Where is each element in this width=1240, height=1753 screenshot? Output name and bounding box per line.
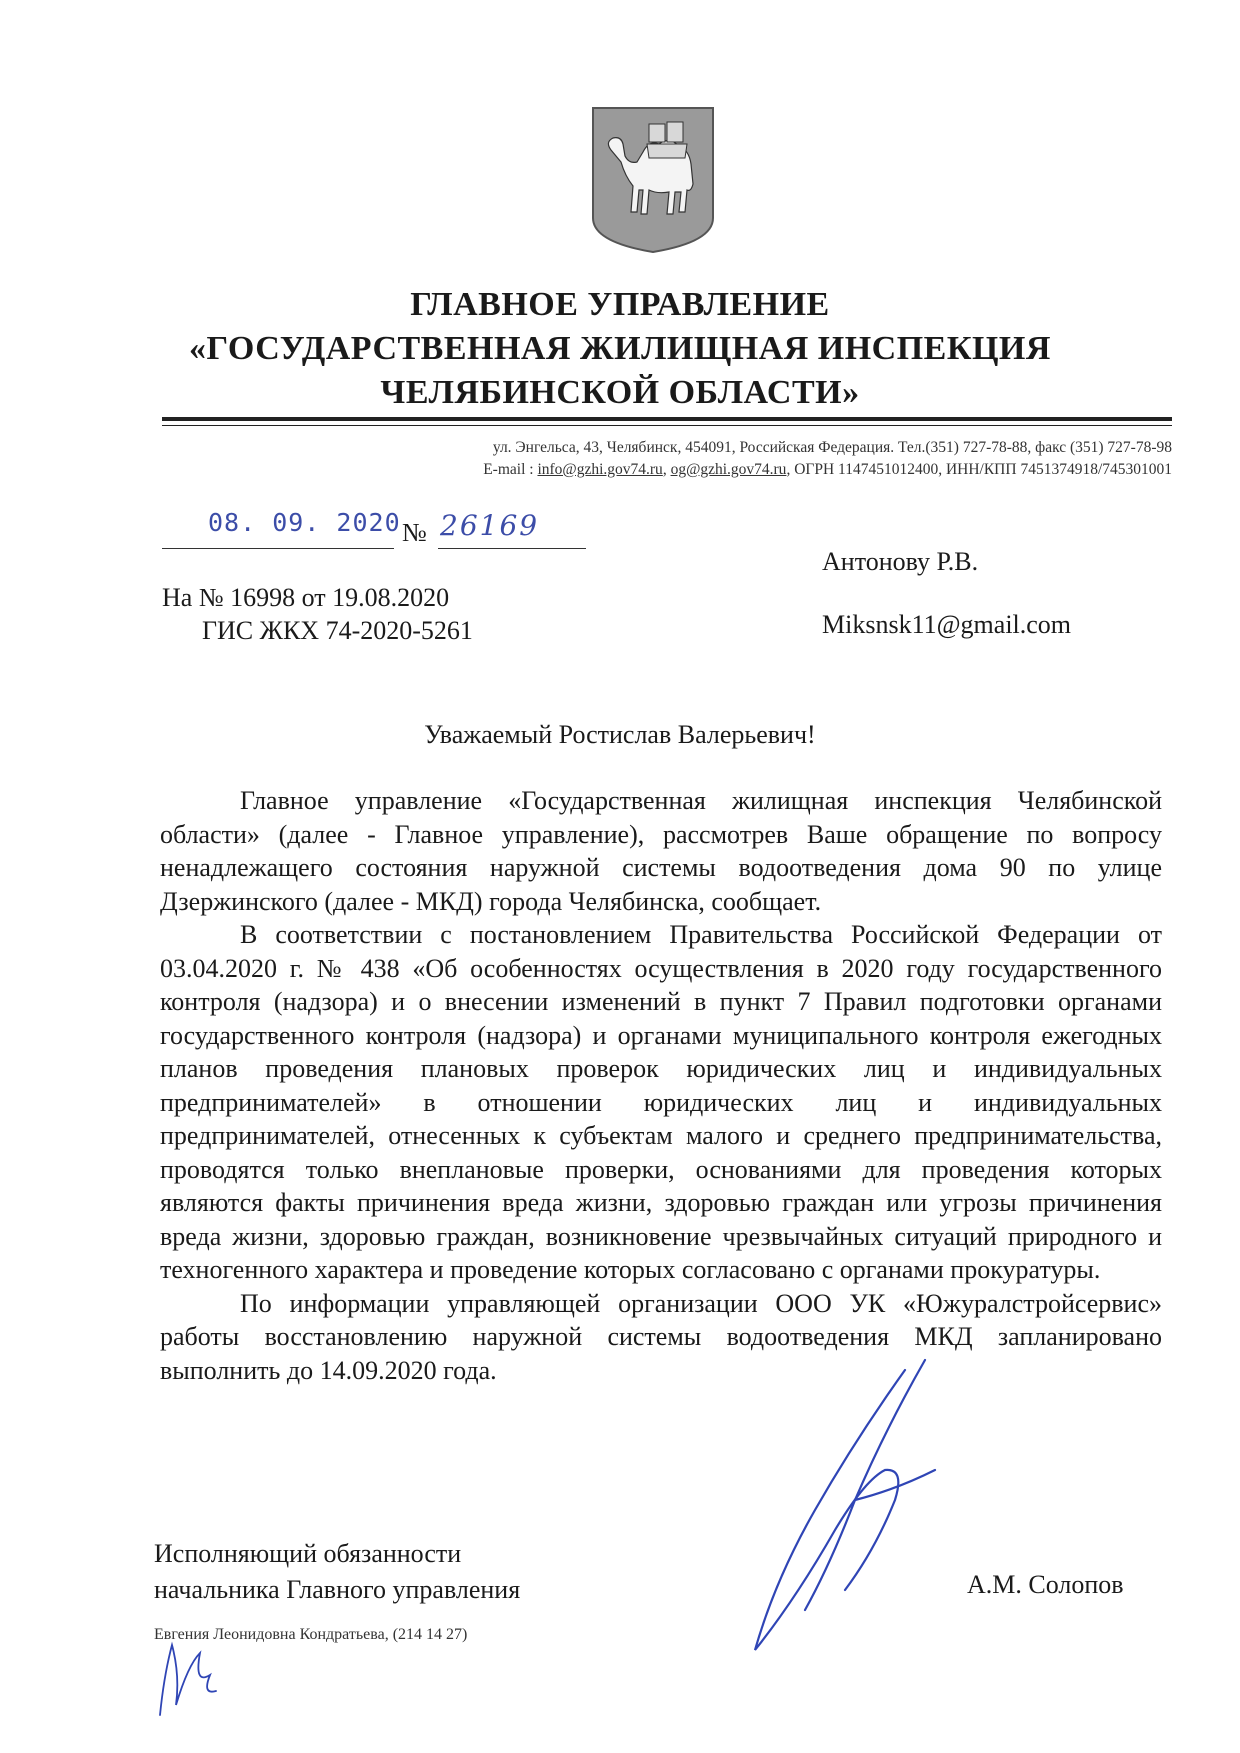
letter-body [160,784,1162,1387]
reference-gis-code: ГИС ЖКХ 74-2020-5261 [202,616,473,645]
email-registry-line [160,459,1172,481]
body-paragraph-3: По информации управляющей организации ООО УК «Южуралстройсервис» работы восстановлению наружной системы водоотведения МКД запланировано выполнить до 14.09.2020 года. [160,1288,1162,1385]
signatory-name: А.М. Солопов [967,1570,1124,1599]
date-underline [162,548,394,549]
handwritten-signature [735,1350,975,1670]
org-title-line-2: «ГОСУДАРСТВЕННАЯ ЖИЛИЩНАЯ ИНСПЕКЦИЯ [189,330,1051,367]
registry-numbers: , ОГРН 1147451012400, ИНН/КПП 7451374918/745301001 [786,461,1172,478]
number-sign: № [402,518,427,547]
greeting: Уважаемый Ростислав Валерьевич! [424,720,816,749]
header-divider-thin [162,425,1172,426]
registration-number-handwritten: 26169 [440,509,540,542]
org-title-line-1: ГЛАВНОЕ УПРАВЛЕНИЕ [410,286,830,323]
signatory-position [154,1536,520,1608]
signatory-position-line-1: Исполняющий обязанности [154,1539,462,1568]
email-link-og[interactable]: og@gzhi.gov74.ru [670,461,787,478]
organization-title [0,283,1240,415]
reference-number: На № 16998 от 19.08.2020 [162,583,450,612]
executor-contact: Евгения Леонидовна Кондратьева, (214 14 27) [154,1626,468,1643]
executor-initials-scribble [150,1625,220,1720]
recipient-name: Антонову Р.В. [822,547,979,576]
org-title-line-3: ЧЕЛЯБИНСКОЙ ОБЛАСТИ» [380,374,860,411]
registration-date-stamp: 08. 09. 2020 [208,508,401,537]
email-separator: , [662,461,671,478]
body-paragraph-1: Главное управление «Государственная жилищная инспекция Челябинской области» (далее - Главное управление), рассмотрев Ваше обращение по вопросу ненадлежащего состояния наружной системы водоотведения дома 90 по улице Дзержинского (далее - МКД) города Челябинска, сообщает. [160,786,1162,916]
contact-details [160,437,1172,481]
body-paragraph-2: В соответствии с постановлением Правительства Российской Федерации от 03.04.2020 г. № 438 «Об особенностях осуществления в 2020 году государственного контроля (надзора) и о внесении изменений в пункт 7 Правил подготовки органами государственного контроля (надзора) и органами муниципального контроля ежегодных планов проведения плановых проверок юридических лиц и индивидуальных предпринимателей» в отношении юридических лиц и индивидуальных предпринимателей, отнесенных к субъектам малого и среднего предпринимательства, проводятся только внеплановые проверки, основаниями для проведения которых являются факты причинения вреда жизни, здоровью граждан или угрозы причинения вреда жизни, здоровью граждан, возникновение чрезвычайных ситуаций природного и техногенного характера и проведение которых согласовано с органами прокуратуры. [160,920,1162,1284]
email-link-info[interactable]: info@gzhi.gov74.ru [537,461,663,478]
address-line: ул. Энгельса, 43, Челябинск, 454091, Российская Федерация. Тел.(351) 727-78-88, факс (351) 727-78-98 [492,439,1172,456]
email-label: E-mail : [483,461,538,478]
coat-of-arms-camel-icon [591,106,715,254]
signatory-position-line-2: начальника Главного управления [154,1575,521,1604]
recipient-email: Miksnsk11@gmail.com [822,610,1072,639]
header-divider-thick [162,417,1172,421]
number-underline [438,548,586,549]
